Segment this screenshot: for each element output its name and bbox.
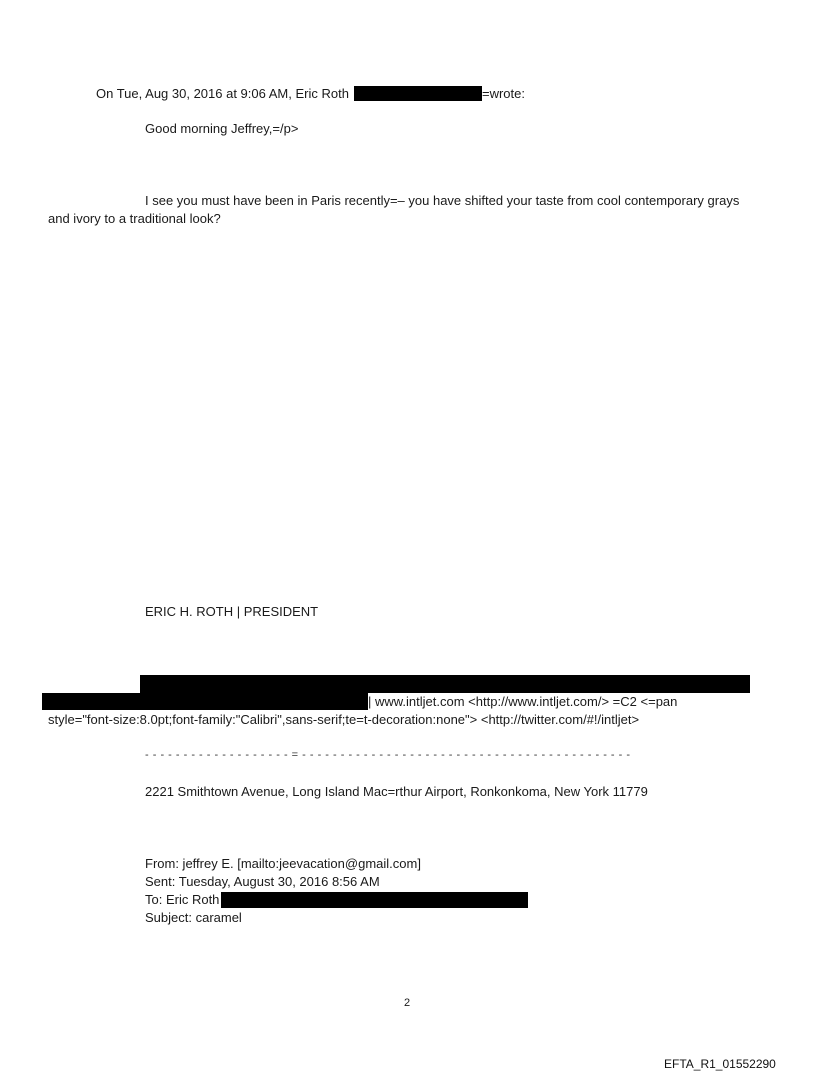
email-body-line: I see you must have been in Paris recently=– you have shifted your taste from cool contemporary grays	[145, 193, 740, 208]
signature-links-line: | www.intljet.com <http://www.intljet.com/> =C2 <=pan	[368, 694, 678, 709]
original-to: To: Eric Roth	[145, 892, 220, 907]
signature-separator: - - - - - - - - - - - - - - - - - - - = - - - - - - - - - - - - - - - - - - - - - - - - - - - - - - - - - - - - - - - - - - -	[145, 749, 631, 761]
signature-name-title: ERIC H. ROTH | PRESIDENT	[145, 604, 319, 619]
email-greeting: Good morning Jeffrey,=/p>	[145, 121, 299, 136]
redaction-block	[140, 675, 750, 693]
document-id: EFTA_R1_01552290	[664, 1057, 776, 1071]
redaction-block	[42, 693, 368, 710]
quote-header-suffix: =wrote:	[482, 86, 525, 101]
original-from: From: jeffrey E. [mailto:jeevacation@gmail.com]	[145, 856, 421, 871]
signature-address: 2221 Smithtown Avenue, Long Island Mac=rthur Airport, Ronkonkoma, New York 11779	[145, 784, 648, 799]
original-sent: Sent: Tuesday, August 30, 2016 8:56 AM	[145, 874, 380, 889]
redaction-block	[354, 86, 482, 101]
page-number: 2	[404, 997, 411, 1009]
signature-links-line: style="font-size:8.0pt;font-family:"Calibri",sans-serif;te=t-decoration:none"> <http://twitter.com/#!/intljet>	[48, 712, 640, 727]
redaction-block	[221, 892, 528, 908]
original-subject: Subject: caramel	[145, 910, 242, 925]
email-body-line: and ivory to a traditional look?	[48, 211, 221, 226]
quote-header-line	[96, 86, 349, 102]
quote-header-prefix: On Tue, Aug 30, 2016 at 9:06 AM, Eric Roth	[96, 86, 349, 101]
